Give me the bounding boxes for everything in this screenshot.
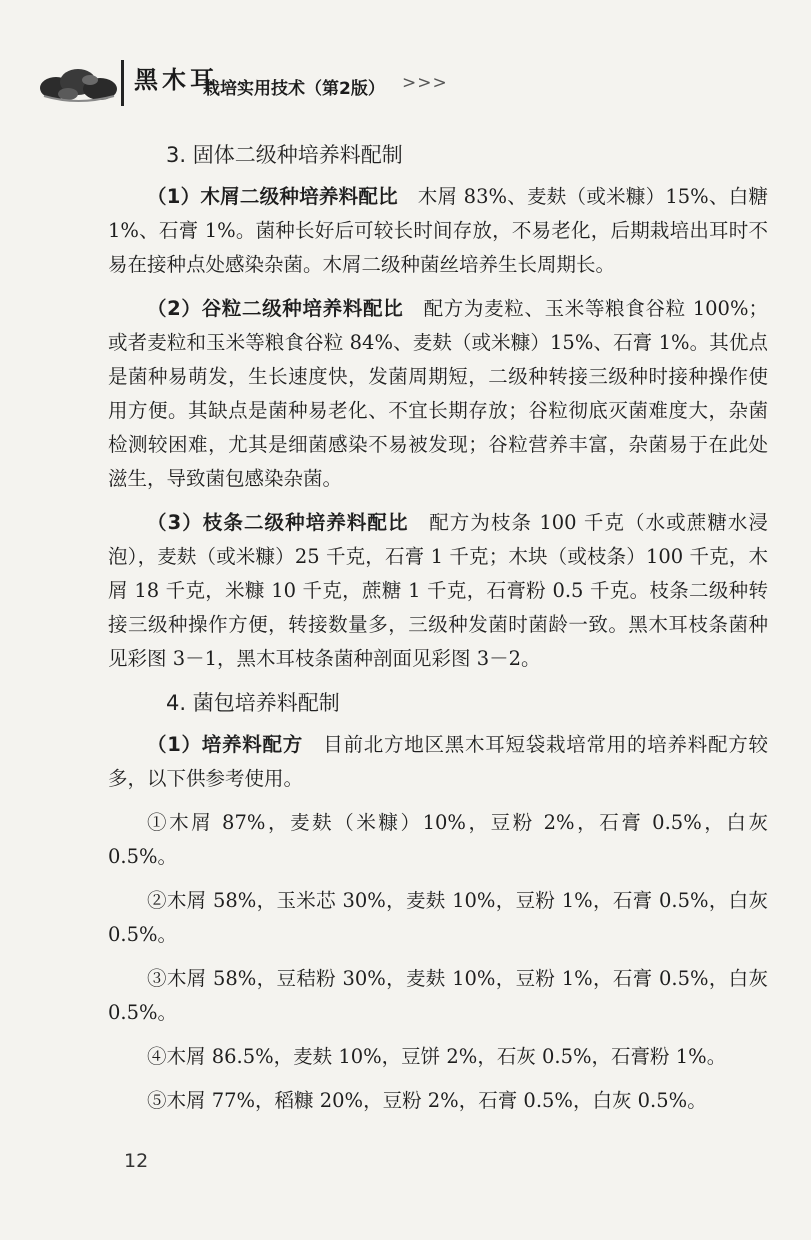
paragraph-branch-formula	[108, 506, 768, 676]
header-divider	[121, 60, 124, 106]
paragraph-wood-chip-formula	[108, 180, 768, 282]
paragraph-label: （3）枝条二级种培养料配比	[147, 511, 409, 534]
formula-item-2: ②木屑 58%，玉米芯 30%，麦麸 10%，豆粉 1%，石膏 0.5%，白灰 0.5%。	[108, 889, 768, 946]
paragraph-label: （2）谷粒二级种培养料配比	[147, 297, 404, 320]
header-chevrons: >>>	[402, 73, 448, 93]
paragraph-label: （1）木屑二级种培养料配比	[147, 185, 398, 208]
formula-item-5: ⑤木屑 77%，稻糠 20%，豆粉 2%，石膏 0.5%，白灰 0.5%。	[147, 1089, 707, 1112]
running-header	[0, 52, 811, 122]
book-short-title: 黑木耳	[134, 65, 218, 94]
wood-ear-mushroom-icon	[38, 58, 120, 108]
page-number: 12	[124, 1150, 149, 1172]
section-heading-4: 4. 菌包培养料配制	[166, 691, 340, 715]
formula-item-1: ①木屑 87%，麦麸（米糠）10%，豆粉 2%，石膏 0.5%，白灰 0.5%。	[108, 811, 768, 868]
paragraph-medium-formula	[108, 728, 768, 796]
page-body	[108, 138, 768, 1128]
book-title: 栽培实用技术（第2版）	[203, 79, 385, 99]
paragraph-grain-formula	[108, 292, 768, 496]
section-heading-3: 3. 固体二级种培养料配制	[166, 143, 403, 167]
paragraph-text: 配方为麦粒、玉米等粮食谷粒 100%；或者麦粒和玉米等粮食谷粒 84%、麦麸（或米糠）15%、石膏 1%。其优点是菌种易萌发，生长速度快，发菌周期短，二级种转接三级种时接种操作使用方便。其缺点是菌种易老化、不宜长期存放；谷粒彻底灭菌难度大，杂菌检测较困难，尤其是细菌感染不易被发现；谷粒营养丰富，杂菌易于在此处滋生，导致菌包感染杂菌。	[108, 297, 768, 490]
paragraph-text: 木屑 83%、麦麸（或米糠）15%、白糖 1%、石膏 1%。菌种长好后可较长时间存放，不易老化，后期栽培出耳时不易在接种点处感染杂菌。木屑二级种菌丝培养生长周期长。	[108, 185, 768, 276]
paragraph-text: 配方为枝条 100 千克（水或蔗糖水浸泡），麦麸（或米糠）25 千克，石膏 1 千克；木块（或枝条）100 千克，木屑 18 千克，米糠 10 千克，蔗糖 1 千克，石膏粉 0.5 千克。枝条二级种转接三级种操作方便，转接数量多，三级种发菌时菌龄一致。黑木耳枝条菌种见彩图 3－1，黑木耳枝条菌种剖面见彩图 3－2。	[108, 511, 768, 670]
paragraph-label: （1）培养料配方	[147, 733, 304, 756]
formula-item-4: ④木屑 86.5%，麦麸 10%，豆饼 2%，石灰 0.5%，石膏粉 1%。	[147, 1045, 727, 1068]
paragraph-text: 目前北方地区黑木耳短袋栽培常用的培养料配方较多，以下供参考使用。	[108, 733, 768, 790]
formula-item-3: ③木屑 58%，豆秸粉 30%，麦麸 10%，豆粉 1%，石膏 0.5%，白灰 0.5%。	[108, 967, 768, 1024]
